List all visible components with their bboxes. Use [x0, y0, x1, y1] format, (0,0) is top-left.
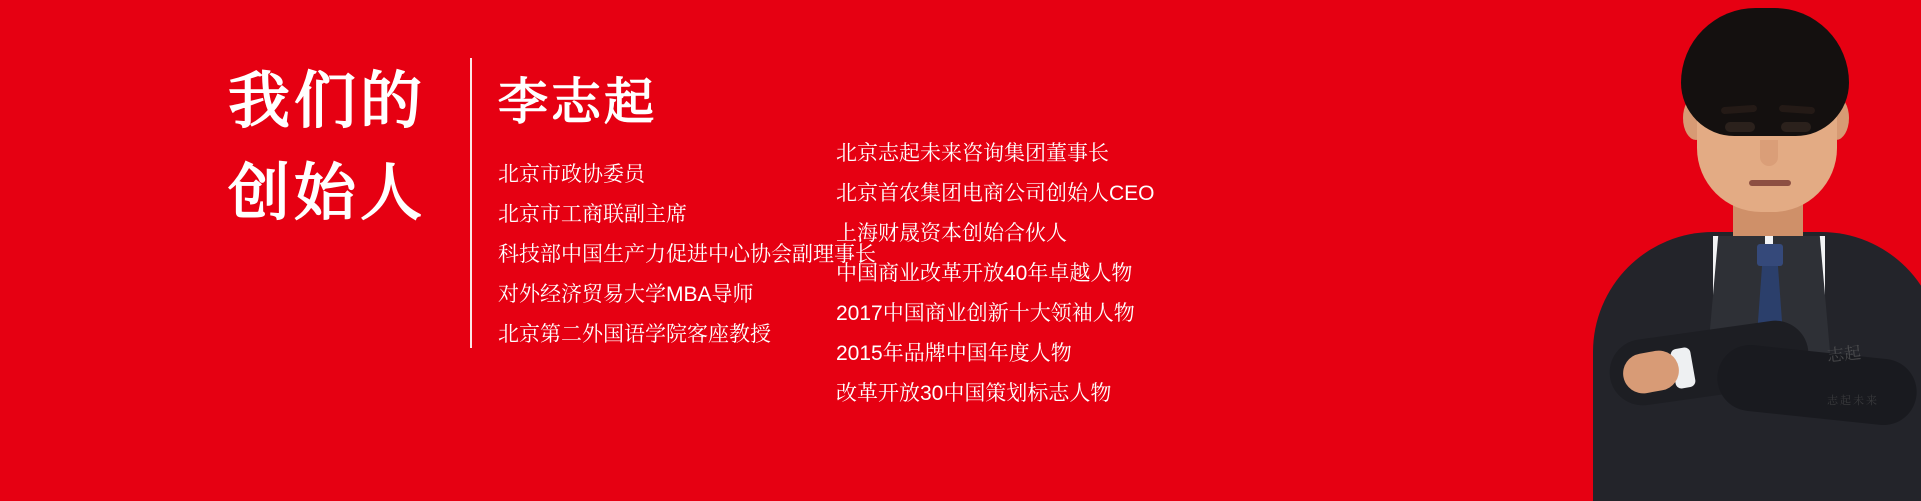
portrait-signature: 志起	[1826, 343, 1863, 367]
credential-item: 北京首农集团电商公司创始人CEO	[836, 182, 1155, 205]
credential-item: 中国商业改革开放40年卓越人物	[836, 262, 1133, 285]
portrait-mouth	[1749, 180, 1791, 186]
credential-item: 北京市工商联副主席	[498, 203, 687, 226]
headline-line-1: 我们的	[228, 67, 427, 136]
portrait-eye-right	[1781, 122, 1811, 132]
portrait-necktie-knot	[1757, 244, 1783, 266]
credentials-right-column	[836, 134, 1155, 414]
credential-item: 北京第二外国语学院客座教授	[498, 323, 771, 346]
founder-portrait	[1361, 0, 1921, 501]
credential-item: 科技部中国生产力促进中心协会副理事长	[498, 243, 876, 266]
portrait-hair	[1681, 8, 1849, 136]
credential-item: 改革开放30中国策划标志人物	[836, 382, 1112, 405]
credential-item: 2017中国商业创新十大领袖人物	[836, 302, 1135, 325]
vertical-divider	[470, 58, 472, 348]
headline-line-2: 创始人	[228, 159, 427, 228]
page-title	[228, 56, 458, 240]
credentials-left-column	[498, 155, 876, 355]
portrait-edge-gradient	[1361, 0, 1511, 501]
portrait-nose	[1760, 140, 1778, 166]
credential-item: 2015年品牌中国年度人物	[836, 342, 1072, 365]
credential-item: 对外经济贸易大学MBA导师	[498, 283, 754, 306]
portrait-watermark: 志起未来	[1827, 395, 1879, 407]
credential-item: 上海财晟资本创始合伙人	[836, 222, 1067, 245]
credential-item: 北京志起未来咨询集团董事长	[836, 142, 1109, 165]
founder-name: 李志起	[498, 74, 657, 130]
portrait-eye-left	[1725, 122, 1755, 132]
credential-item: 北京市政协委员	[498, 163, 645, 186]
